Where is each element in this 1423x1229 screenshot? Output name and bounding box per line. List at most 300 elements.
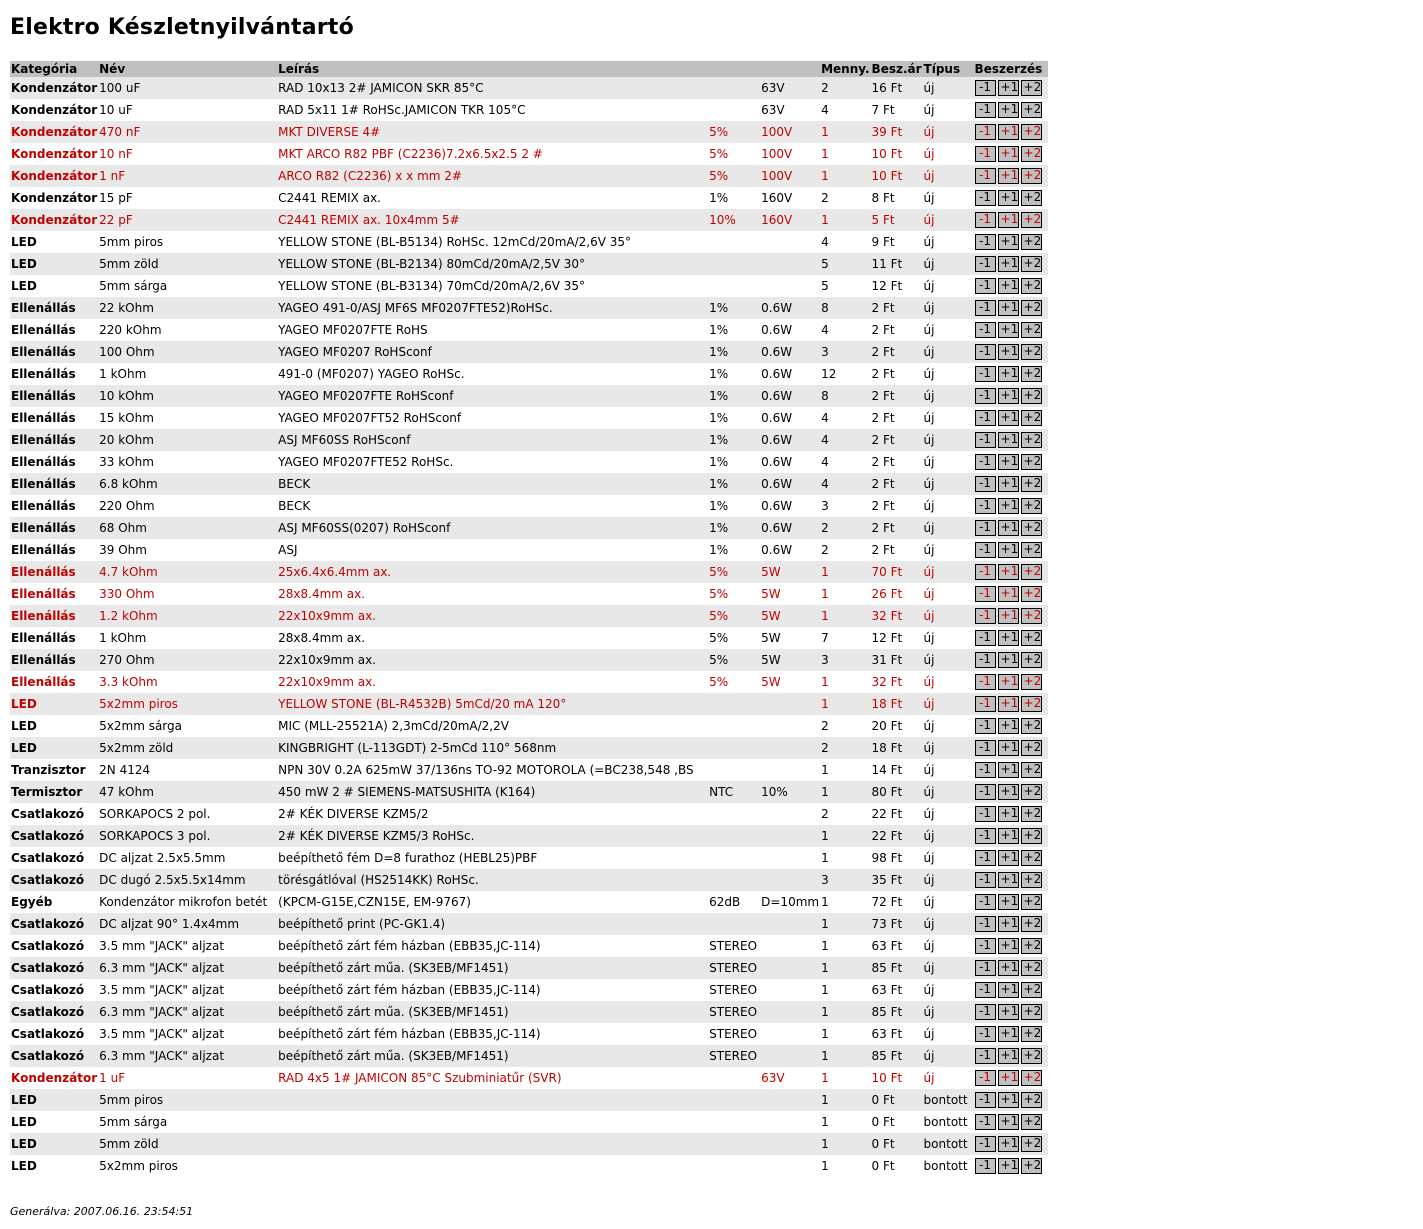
decrement-1-button[interactable]: -1 (975, 916, 996, 932)
increment-2-button[interactable]: +2 (1021, 718, 1042, 734)
increment-2-button[interactable]: +2 (1021, 410, 1042, 426)
decrement-1-button[interactable]: -1 (975, 80, 996, 96)
decrement-1-button[interactable]: -1 (975, 652, 996, 668)
decrement-1-button[interactable]: -1 (975, 498, 996, 514)
increment-2-button[interactable]: +2 (1021, 212, 1042, 228)
cell-tolerance: STEREO (708, 1045, 760, 1067)
increment-2-button[interactable]: +2 (1021, 366, 1042, 382)
increment-1-button[interactable]: +1 (998, 498, 1019, 514)
cell-rating (760, 979, 820, 1001)
decrement-1-button[interactable]: -1 (975, 1048, 996, 1064)
cell-price: 70 Ft (871, 561, 923, 583)
cell-description: (KPCM-G15E,CZN15E, EM-9767) (277, 891, 708, 913)
cell-type: új (923, 165, 974, 187)
cell-quantity: 1 (820, 143, 870, 165)
table-row (10, 517, 1048, 539)
decrement-1-button[interactable]: -1 (975, 1158, 996, 1174)
increment-1-button[interactable]: +1 (998, 520, 1019, 536)
cell-name: 5x2mm sárga (98, 715, 277, 737)
cell-tolerance: 1% (708, 407, 760, 429)
increment-1-button[interactable]: +1 (998, 784, 1019, 800)
cell-quantity: 1 (820, 1001, 870, 1023)
cell-price: 0 Ft (871, 1133, 923, 1155)
cell-purchase (974, 297, 1048, 319)
increment-2-button[interactable]: +2 (1021, 828, 1042, 844)
cell-purchase (974, 583, 1048, 605)
cell-purchase (974, 671, 1048, 693)
increment-2-button[interactable]: +2 (1021, 256, 1042, 272)
cell-description: beépíthető zárt műa. (SK3EB/MF1451) (277, 957, 708, 979)
increment-1-button[interactable]: +1 (998, 762, 1019, 778)
cell-tolerance (708, 1089, 760, 1111)
increment-1-button[interactable]: +1 (998, 1158, 1019, 1174)
cell-purchase (974, 649, 1048, 671)
increment-1-button[interactable]: +1 (998, 960, 1019, 976)
cell-category: Csatlakozó (10, 913, 98, 935)
cell-description: beépíthető zárt műa. (SK3EB/MF1451) (277, 1001, 708, 1023)
cell-purchase (974, 693, 1048, 715)
cell-quantity: 2 (820, 715, 870, 737)
increment-2-button[interactable]: +2 (1021, 784, 1042, 800)
cell-purchase (974, 363, 1048, 385)
cell-price: 11 Ft (871, 253, 923, 275)
table-row (10, 1155, 1048, 1177)
decrement-1-button[interactable]: -1 (975, 300, 996, 316)
increment-1-button[interactable]: +1 (998, 190, 1019, 206)
cell-category: LED (10, 1155, 98, 1177)
cell-purchase (974, 473, 1048, 495)
decrement-1-button[interactable]: -1 (975, 1114, 996, 1130)
cell-tolerance (708, 803, 760, 825)
increment-1-button[interactable]: +1 (998, 80, 1019, 96)
cell-rating: 160V (760, 187, 820, 209)
decrement-1-button[interactable]: -1 (975, 1092, 996, 1108)
cell-name: 220 kOhm (98, 319, 277, 341)
cell-tolerance: 1% (708, 451, 760, 473)
decrement-1-button[interactable]: -1 (975, 806, 996, 822)
cell-type: új (923, 121, 974, 143)
decrement-1-button[interactable]: -1 (975, 740, 996, 756)
decrement-1-button[interactable]: -1 (975, 982, 996, 998)
increment-2-button[interactable]: +2 (1021, 806, 1042, 822)
increment-2-button[interactable]: +2 (1021, 124, 1042, 140)
cell-name: 1 uF (98, 1067, 277, 1089)
increment-1-button[interactable]: +1 (998, 124, 1019, 140)
cell-description (277, 1133, 708, 1155)
cell-rating (760, 275, 820, 297)
increment-2-button[interactable]: +2 (1021, 938, 1042, 954)
cell-type: új (923, 363, 974, 385)
cell-price: 80 Ft (871, 781, 923, 803)
cell-tolerance: 1% (708, 473, 760, 495)
cell-purchase (974, 715, 1048, 737)
cell-purchase (974, 209, 1048, 231)
decrement-1-button[interactable]: -1 (975, 322, 996, 338)
cell-type: új (923, 143, 974, 165)
increment-1-button[interactable]: +1 (998, 564, 1019, 580)
cell-description: RAD 4x5 1# JAMICON 85°C Szubminiatűr (SVR) (277, 1067, 708, 1089)
decrement-1-button[interactable]: -1 (975, 894, 996, 910)
increment-2-button[interactable]: +2 (1021, 432, 1042, 448)
cell-name: 10 nF (98, 143, 277, 165)
increment-1-button[interactable]: +1 (998, 102, 1019, 118)
increment-2-button[interactable]: +2 (1021, 388, 1042, 404)
decrement-1-button[interactable]: -1 (975, 608, 996, 624)
cell-rating (760, 693, 820, 715)
cell-rating (760, 737, 820, 759)
increment-1-button[interactable]: +1 (998, 894, 1019, 910)
increment-1-button[interactable]: +1 (998, 1070, 1019, 1086)
cell-description: 22x10x9mm ax. (277, 605, 708, 627)
increment-2-button[interactable]: +2 (1021, 740, 1042, 756)
increment-1-button[interactable]: +1 (998, 256, 1019, 272)
cell-description: YELLOW STONE (BL-B5134) RoHSc. 12mCd/20mA/2,6V 35° (277, 231, 708, 253)
cell-rating: 160V (760, 209, 820, 231)
cell-purchase (974, 847, 1048, 869)
increment-2-button[interactable]: +2 (1021, 80, 1042, 96)
decrement-1-button[interactable]: -1 (975, 168, 996, 184)
cell-purchase (974, 429, 1048, 451)
cell-tolerance: 5% (708, 121, 760, 143)
increment-2-button[interactable]: +2 (1021, 1048, 1042, 1064)
cell-quantity: 1 (820, 891, 870, 913)
cell-type: új (923, 319, 974, 341)
increment-1-button[interactable]: +1 (998, 410, 1019, 426)
increment-1-button[interactable]: +1 (998, 1114, 1019, 1130)
cell-description: NPN 30V 0.2A 625mW 37/136ns TO-92 MOTOROLA (=BC238,548 ,BS (277, 759, 708, 781)
cell-category: Csatlakozó (10, 1045, 98, 1067)
cell-quantity: 1 (820, 1111, 870, 1133)
decrement-1-button[interactable]: -1 (975, 366, 996, 382)
increment-2-button[interactable]: +2 (1021, 674, 1042, 690)
decrement-1-button[interactable]: -1 (975, 344, 996, 360)
cell-description: ASJ MF60SS RoHSconf (277, 429, 708, 451)
table-row (10, 869, 1048, 891)
increment-1-button[interactable]: +1 (998, 388, 1019, 404)
cell-tolerance (708, 1155, 760, 1177)
cell-tolerance: NTC (708, 781, 760, 803)
increment-1-button[interactable]: +1 (998, 454, 1019, 470)
decrement-1-button[interactable]: -1 (975, 674, 996, 690)
increment-2-button[interactable]: +2 (1021, 1004, 1042, 1020)
cell-category: Ellenállás (10, 363, 98, 385)
decrement-1-button[interactable]: -1 (975, 586, 996, 602)
increment-2-button[interactable]: +2 (1021, 586, 1042, 602)
increment-1-button[interactable]: +1 (998, 872, 1019, 888)
decrement-1-button[interactable]: -1 (975, 542, 996, 558)
increment-1-button[interactable]: +1 (998, 740, 1019, 756)
increment-1-button[interactable]: +1 (998, 850, 1019, 866)
increment-2-button[interactable]: +2 (1021, 762, 1042, 778)
decrement-1-button[interactable]: -1 (975, 278, 996, 294)
increment-2-button[interactable]: +2 (1021, 190, 1042, 206)
cell-price: 35 Ft (871, 869, 923, 891)
decrement-1-button[interactable]: -1 (975, 454, 996, 470)
increment-2-button[interactable]: +2 (1021, 1070, 1042, 1086)
cell-tolerance: 10% (708, 209, 760, 231)
cell-price: 0 Ft (871, 1155, 923, 1177)
increment-1-button[interactable]: +1 (998, 432, 1019, 448)
cell-type: új (923, 693, 974, 715)
decrement-1-button[interactable]: -1 (975, 564, 996, 580)
cell-price: 72 Ft (871, 891, 923, 913)
cell-quantity: 4 (820, 99, 870, 121)
cell-name: 6.3 mm "JACK" aljzat (98, 1001, 277, 1023)
decrement-1-button[interactable]: -1 (975, 124, 996, 140)
increment-1-button[interactable]: +1 (998, 1004, 1019, 1020)
increment-1-button[interactable]: +1 (998, 366, 1019, 382)
cell-description: YAGEO MF0207FT52 RoHSconf (277, 407, 708, 429)
increment-1-button[interactable]: +1 (998, 696, 1019, 712)
increment-2-button[interactable]: +2 (1021, 652, 1042, 668)
table-row (10, 1023, 1048, 1045)
cell-type: új (923, 759, 974, 781)
cell-category: LED (10, 1089, 98, 1111)
table-row (10, 99, 1048, 121)
increment-2-button[interactable]: +2 (1021, 982, 1042, 998)
cell-type: új (923, 539, 974, 561)
cell-quantity: 8 (820, 297, 870, 319)
cell-rating: 5W (760, 605, 820, 627)
decrement-1-button[interactable]: -1 (975, 476, 996, 492)
decrement-1-button[interactable]: -1 (975, 960, 996, 976)
decrement-1-button[interactable]: -1 (975, 718, 996, 734)
cell-tolerance: 5% (708, 671, 760, 693)
cell-rating (760, 847, 820, 869)
increment-1-button[interactable]: +1 (998, 1092, 1019, 1108)
cell-quantity: 2 (820, 737, 870, 759)
decrement-1-button[interactable]: -1 (975, 1026, 996, 1042)
increment-2-button[interactable]: +2 (1021, 916, 1042, 932)
decrement-1-button[interactable]: -1 (975, 938, 996, 954)
increment-2-button[interactable]: +2 (1021, 344, 1042, 360)
cell-rating: 5W (760, 649, 820, 671)
increment-2-button[interactable]: +2 (1021, 960, 1042, 976)
increment-2-button[interactable]: +2 (1021, 322, 1042, 338)
table-row (10, 737, 1048, 759)
cell-description: YELLOW STONE (BL-B2134) 80mCd/20mA/2,5V 30° (277, 253, 708, 275)
cell-tolerance: STEREO (708, 957, 760, 979)
decrement-1-button[interactable]: -1 (975, 762, 996, 778)
table-row (10, 165, 1048, 187)
cell-description: RAD 10x13 2# JAMICON SKR 85°C (277, 77, 708, 99)
table-row (10, 1001, 1048, 1023)
increment-1-button[interactable]: +1 (998, 1136, 1019, 1152)
decrement-1-button[interactable]: -1 (975, 1136, 996, 1152)
cell-tolerance: 5% (708, 605, 760, 627)
cell-name: 22 kOhm (98, 297, 277, 319)
increment-1-button[interactable]: +1 (998, 300, 1019, 316)
cell-tolerance (708, 759, 760, 781)
increment-2-button[interactable]: +2 (1021, 454, 1042, 470)
cell-quantity: 4 (820, 407, 870, 429)
cell-price: 2 Ft (871, 517, 923, 539)
cell-rating: 0.6W (760, 517, 820, 539)
increment-1-button[interactable]: +1 (998, 608, 1019, 624)
cell-description: beépíthető print (PC-GK1.4) (277, 913, 708, 935)
increment-1-button[interactable]: +1 (998, 168, 1019, 184)
cell-purchase (974, 1111, 1048, 1133)
table-row (10, 957, 1048, 979)
increment-2-button[interactable]: +2 (1021, 102, 1042, 118)
increment-2-button[interactable]: +2 (1021, 542, 1042, 558)
cell-name: 6.8 kOhm (98, 473, 277, 495)
cell-type: új (923, 583, 974, 605)
col-header-rating (760, 61, 820, 77)
increment-1-button[interactable]: +1 (998, 278, 1019, 294)
cell-rating (760, 1155, 820, 1177)
increment-1-button[interactable]: +1 (998, 652, 1019, 668)
increment-1-button[interactable]: +1 (998, 982, 1019, 998)
table-row (10, 891, 1048, 913)
cell-name: 470 nF (98, 121, 277, 143)
cell-type: új (923, 781, 974, 803)
decrement-1-button[interactable]: -1 (975, 388, 996, 404)
increment-1-button[interactable]: +1 (998, 806, 1019, 822)
cell-rating: 0.6W (760, 341, 820, 363)
cell-price: 2 Ft (871, 451, 923, 473)
cell-rating: 5W (760, 583, 820, 605)
increment-2-button[interactable]: +2 (1021, 564, 1042, 580)
increment-1-button[interactable]: +1 (998, 1048, 1019, 1064)
table-row (10, 275, 1048, 297)
increment-2-button[interactable]: +2 (1021, 608, 1042, 624)
increment-1-button[interactable]: +1 (998, 234, 1019, 250)
table-row (10, 341, 1048, 363)
decrement-1-button[interactable]: -1 (975, 784, 996, 800)
cell-description: ASJ MF60SS(0207) RoHSconf (277, 517, 708, 539)
increment-1-button[interactable]: +1 (998, 718, 1019, 734)
cell-rating: 5W (760, 561, 820, 583)
cell-category: LED (10, 275, 98, 297)
increment-2-button[interactable]: +2 (1021, 850, 1042, 866)
cell-description: beépíthető zárt fém házban (EBB35,JC-114) (277, 935, 708, 957)
cell-price: 63 Ft (871, 1023, 923, 1045)
decrement-1-button[interactable]: -1 (975, 630, 996, 646)
increment-2-button[interactable]: +2 (1021, 1114, 1042, 1130)
increment-1-button[interactable]: +1 (998, 542, 1019, 558)
increment-1-button[interactable]: +1 (998, 212, 1019, 228)
increment-2-button[interactable]: +2 (1021, 1136, 1042, 1152)
increment-2-button[interactable]: +2 (1021, 520, 1042, 536)
increment-2-button[interactable]: +2 (1021, 1092, 1042, 1108)
increment-2-button[interactable]: +2 (1021, 234, 1042, 250)
cell-name: 100 Ohm (98, 341, 277, 363)
cell-category: Kondenzátor (10, 121, 98, 143)
decrement-1-button[interactable]: -1 (975, 410, 996, 426)
cell-category: Kondenzátor (10, 143, 98, 165)
decrement-1-button[interactable]: -1 (975, 234, 996, 250)
cell-category: Ellenállás (10, 517, 98, 539)
cell-description: 450 mW 2 # SIEMENS-MATSUSHITA (K164) (277, 781, 708, 803)
cell-type: új (923, 891, 974, 913)
cell-category: Csatlakozó (10, 935, 98, 957)
decrement-1-button[interactable]: -1 (975, 146, 996, 162)
increment-1-button[interactable]: +1 (998, 938, 1019, 954)
cell-quantity: 1 (820, 913, 870, 935)
increment-1-button[interactable]: +1 (998, 586, 1019, 602)
increment-1-button[interactable]: +1 (998, 344, 1019, 360)
cell-category: Ellenállás (10, 341, 98, 363)
cell-quantity: 1 (820, 561, 870, 583)
decrement-1-button[interactable]: -1 (975, 212, 996, 228)
cell-rating: 0.6W (760, 297, 820, 319)
increment-2-button[interactable]: +2 (1021, 696, 1042, 712)
decrement-1-button[interactable]: -1 (975, 828, 996, 844)
increment-2-button[interactable]: +2 (1021, 894, 1042, 910)
cell-name: SORKAPOCS 3 pol. (98, 825, 277, 847)
cell-rating: 0.6W (760, 451, 820, 473)
decrement-1-button[interactable]: -1 (975, 872, 996, 888)
increment-2-button[interactable]: +2 (1021, 146, 1042, 162)
cell-category: Kondenzátor (10, 1067, 98, 1089)
increment-1-button[interactable]: +1 (998, 1026, 1019, 1042)
increment-1-button[interactable]: +1 (998, 674, 1019, 690)
table-row (10, 1045, 1048, 1067)
decrement-1-button[interactable]: -1 (975, 520, 996, 536)
cell-type: új (923, 561, 974, 583)
cell-name: Kondenzátor mikrofon betét (98, 891, 277, 913)
cell-category: Termisztor (10, 781, 98, 803)
increment-2-button[interactable]: +2 (1021, 630, 1042, 646)
increment-1-button[interactable]: +1 (998, 630, 1019, 646)
increment-2-button[interactable]: +2 (1021, 278, 1042, 294)
cell-name: DC aljzat 2.5x5.5mm (98, 847, 277, 869)
increment-2-button[interactable]: +2 (1021, 872, 1042, 888)
increment-2-button[interactable]: +2 (1021, 168, 1042, 184)
decrement-1-button[interactable]: -1 (975, 696, 996, 712)
cell-rating: 0.6W (760, 363, 820, 385)
cell-tolerance (708, 275, 760, 297)
decrement-1-button[interactable]: -1 (975, 256, 996, 272)
cell-quantity: 2 (820, 187, 870, 209)
cell-description: YAGEO MF0207FTE RoHSconf (277, 385, 708, 407)
increment-1-button[interactable]: +1 (998, 146, 1019, 162)
cell-type: bontott (923, 1111, 974, 1133)
cell-category: Egyéb (10, 891, 98, 913)
decrement-1-button[interactable]: -1 (975, 1004, 996, 1020)
cell-tolerance (708, 869, 760, 891)
cell-price: 26 Ft (871, 583, 923, 605)
decrement-1-button[interactable]: -1 (975, 1070, 996, 1086)
decrement-1-button[interactable]: -1 (975, 190, 996, 206)
increment-1-button[interactable]: +1 (998, 476, 1019, 492)
decrement-1-button[interactable]: -1 (975, 850, 996, 866)
cell-price: 7 Ft (871, 99, 923, 121)
increment-2-button[interactable]: +2 (1021, 498, 1042, 514)
decrement-1-button[interactable]: -1 (975, 102, 996, 118)
increment-2-button[interactable]: +2 (1021, 1158, 1042, 1174)
cell-purchase (974, 407, 1048, 429)
cell-price: 8 Ft (871, 187, 923, 209)
cell-name: 3.5 mm "JACK" aljzat (98, 1023, 277, 1045)
cell-description: 22x10x9mm ax. (277, 671, 708, 693)
increment-1-button[interactable]: +1 (998, 828, 1019, 844)
cell-type: új (923, 473, 974, 495)
increment-2-button[interactable]: +2 (1021, 476, 1042, 492)
cell-tolerance (708, 847, 760, 869)
inventory-table (10, 61, 1048, 1177)
decrement-1-button[interactable]: -1 (975, 432, 996, 448)
cell-quantity: 1 (820, 1023, 870, 1045)
generated-timestamp: Generálva: 2007.06.16. 23:54:51 (10, 1205, 194, 1218)
increment-1-button[interactable]: +1 (998, 322, 1019, 338)
increment-2-button[interactable]: +2 (1021, 1026, 1042, 1042)
cell-quantity: 2 (820, 539, 870, 561)
increment-1-button[interactable]: +1 (998, 916, 1019, 932)
table-row (10, 253, 1048, 275)
increment-2-button[interactable]: +2 (1021, 300, 1042, 316)
